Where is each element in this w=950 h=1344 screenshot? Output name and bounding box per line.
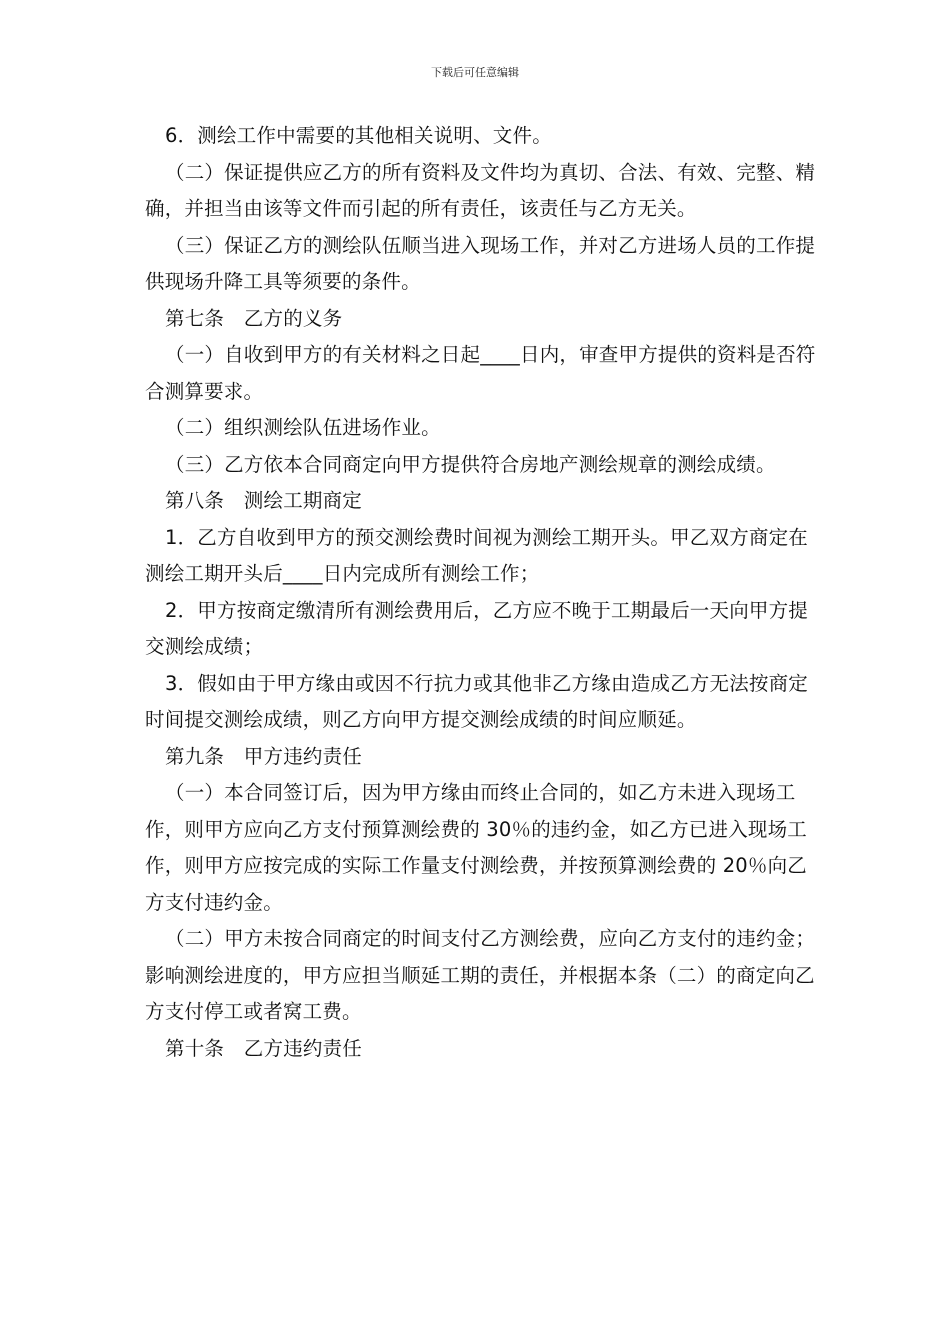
paragraph-provide-results: （三）乙方依本合同商定向甲方提供符合房地产测绘规章的测绘成绩。 bbox=[165, 452, 776, 476]
document-body bbox=[145, 118, 825, 1067]
paragraph-organize-team: （二）组织测绘队伍进场作业。 bbox=[165, 416, 441, 439]
article-9-heading: 第九条 甲方违约责任 bbox=[165, 744, 363, 768]
paragraph-postpone: 3．假如由于甲方缘由或因不行抗力或其他非乙方缘由造成乙方无法按商定时间提交测绘成绩，则乙方向甲方提交测绘成绩的时间应顺延。 bbox=[145, 671, 809, 731]
paragraph-guarantee-materials: （二）保证提供应乙方的所有资料及文件均为真切、合法、有效、完整、精确，并担当由该等文件而引起的所有责任，该责任与乙方无关。 bbox=[145, 160, 816, 220]
paragraph-guarantee-site-access: （三）保证乙方的测绘队伍顺当进入现场工作，并对乙方进场人员的工作提供现场升降工具等须要的条件。 bbox=[145, 233, 816, 293]
article-7-heading: 第七条 乙方的义务 bbox=[165, 306, 343, 330]
paragraph-submit-results: 2．甲方按商定缴清所有测绘费用后，乙方应不晚于工期最后一天向甲方提交测绘成绩； bbox=[145, 598, 809, 658]
paragraph-item-6-docs: 6．测绘工作中需要的其他相关说明、文件。 bbox=[165, 124, 552, 147]
paragraph-review-materials: （一）自收到甲方的有关材料之日起____日内，审查甲方提供的资料是否符合测算要求。 bbox=[145, 343, 816, 403]
article-8-heading: 第八条 测绘工期商定 bbox=[165, 489, 363, 512]
page-header-note: 下载后可任意编辑 bbox=[431, 66, 519, 79]
paragraph-schedule-start: 1．乙方自收到甲方的预交测绘费时间视为测绘工期开头。甲乙双方商定在测绘工期开头后____日内完成所有测绘工作； bbox=[145, 525, 809, 585]
article-10-heading: 第十条 乙方违约责任 bbox=[165, 1036, 363, 1060]
paragraph-termination-penalty: （一）本合同签订后，因为甲方缘由而终止合同的，如乙方未进入现场工作，则甲方应向乙方支付预算测绘费的 30％的违约金，如乙方已进入现场工作，则甲方应按完成的实际工作量支付测绘费，并按预算测绘费的 20％向乙方支付违约金。 bbox=[145, 781, 808, 914]
paragraph-late-payment: （二）甲方未按合同商定的时间支付乙方测绘费，应向乙方支付的违约金；影响测绘进度的，甲方应担当顺延工期的责任，并根据本条（二）的商定向乙方支付停工或者窝工费。 bbox=[145, 927, 816, 1023]
